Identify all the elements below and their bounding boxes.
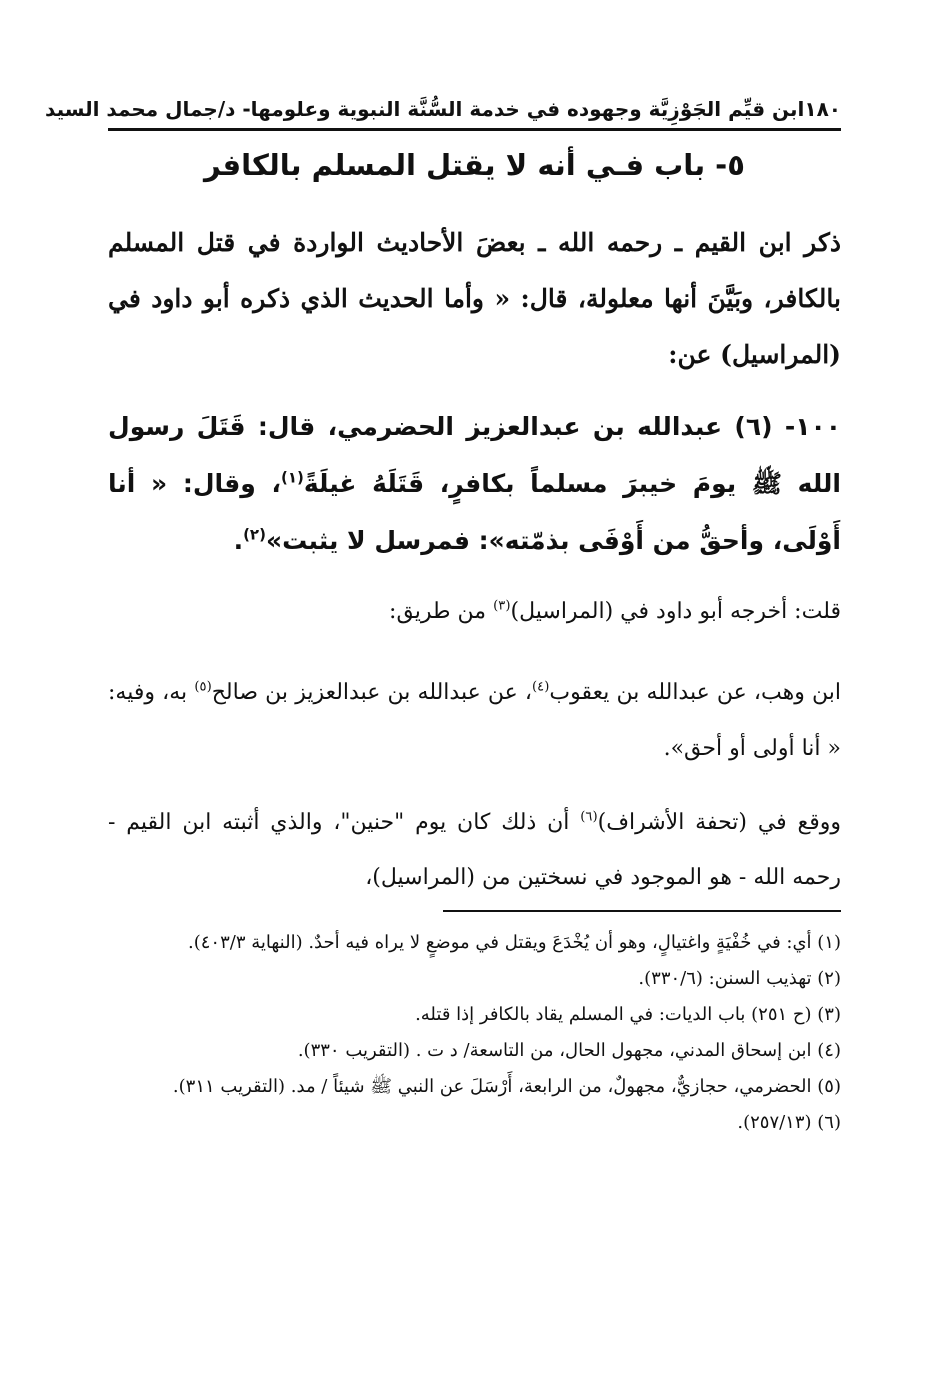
footnote-1: (١) أي: في خُفْيَةٍ واغتيالٍ، وهو أن يُخْدَعَ ويقتل في موضعٍ لا يراه فيه أحدٌ. (النهاية ٤٠٣/٣). (188, 932, 841, 953)
footnote-4: (٤) ابن إسحاق المدني، مجهول الحال، من التاسعة/ د ت . (التقريب ٣٣٠). (297, 1040, 841, 1061)
footnote-5: (٥) الحضرمي، حجازيٌّ، مجهولٌ، من الرابعة، أَرْسَلَ عن النبي ﷺ شيئاً / مد. (التقريب ٣١١). (172, 1076, 841, 1097)
hadith-text: ١٠٠- (٦) عبدالله بن عبدالعزيز الحضرمي، قال: قَتَلَ رسول الله ﷺ يومَ خيبرَ مسلماً بكافرٍ، قَتَلَهُ غيلَةً (108, 412, 842, 498)
chain-text-2: ، عن عبدالله بن عبدالعزيز بن صالح (211, 680, 533, 705)
comment-text: قلت: أخرجه أبو داود في (المراسيل) (510, 599, 841, 624)
chapter-title: ٥- باب فـي أنه لا يقتل المسلم بالكافر (204, 148, 745, 182)
footnote-6: (٦) (٢٥٧/١٣). (737, 1112, 841, 1133)
page-number: ١٨٠ (804, 97, 841, 121)
comment-text-cont: من طريق: (389, 599, 494, 624)
hadith-text-end: . (233, 526, 244, 555)
footnote-ref-6[interactable]: (٦) (580, 809, 598, 825)
running-title: ابن قيِّم الجَوْزِيَّة وجهوده في خدمة السُّنَّة النبوية وعلومها- د/جمال محمد السيد (45, 97, 805, 121)
chain-paragraph (108, 665, 841, 777)
header-rule (108, 128, 841, 131)
running-header (45, 90, 841, 128)
footnotes (108, 925, 841, 1141)
footnote-2: (٢) تهذيب السنن: (٣٣٠/٦). (638, 968, 841, 989)
footnote-3: (٣) (ح ٢٥١) باب الديات: في المسلم يقاد بالكافر إذا قتله. (415, 1004, 841, 1025)
chain-text-3: به، وفيه: « أنا أولى أو أحق». (108, 680, 841, 761)
footnote-ref-3[interactable]: (٣) (493, 598, 511, 614)
footnote-ref-2[interactable]: (٢) (243, 525, 266, 544)
footnote-separator (443, 910, 841, 912)
footnote-ref-4[interactable]: (٤) (532, 679, 550, 695)
chain-text-1: ابن وهب، عن عبدالله بن يعقوب (549, 680, 841, 705)
hadith-paragraph (108, 398, 841, 569)
footnote-ref-5[interactable]: (٥) (194, 679, 212, 695)
variant-paragraph (108, 795, 841, 905)
variant-text-2: أن ذلك كان يوم "حنين"، والذي أثبته ابن القيم - رحمه الله - هو الموجود في نسختين من (المراسيل)، (108, 810, 841, 890)
comment-paragraph (108, 592, 841, 632)
intro-paragraph: ذكر ابن القيم ـ رحمه الله ـ بعضَ الأحاديث الواردة في قتل المسلم بالكافر، وبَيَّنَ أنها معلولة، قال: « وأما الحديث الذي ذكره أبو داود في (المراسيل) عن: (108, 228, 841, 369)
variant-text-1: ووقع في (تحفة الأشراف) (597, 810, 841, 835)
hadith-text-cont: ، وقال: « أنا أَوْلَى، وأحقُّ من أَوْفَى بذمّته»: فمرسل لا يثبت» (108, 469, 841, 555)
footnote-ref-1[interactable]: (١) (280, 468, 304, 487)
